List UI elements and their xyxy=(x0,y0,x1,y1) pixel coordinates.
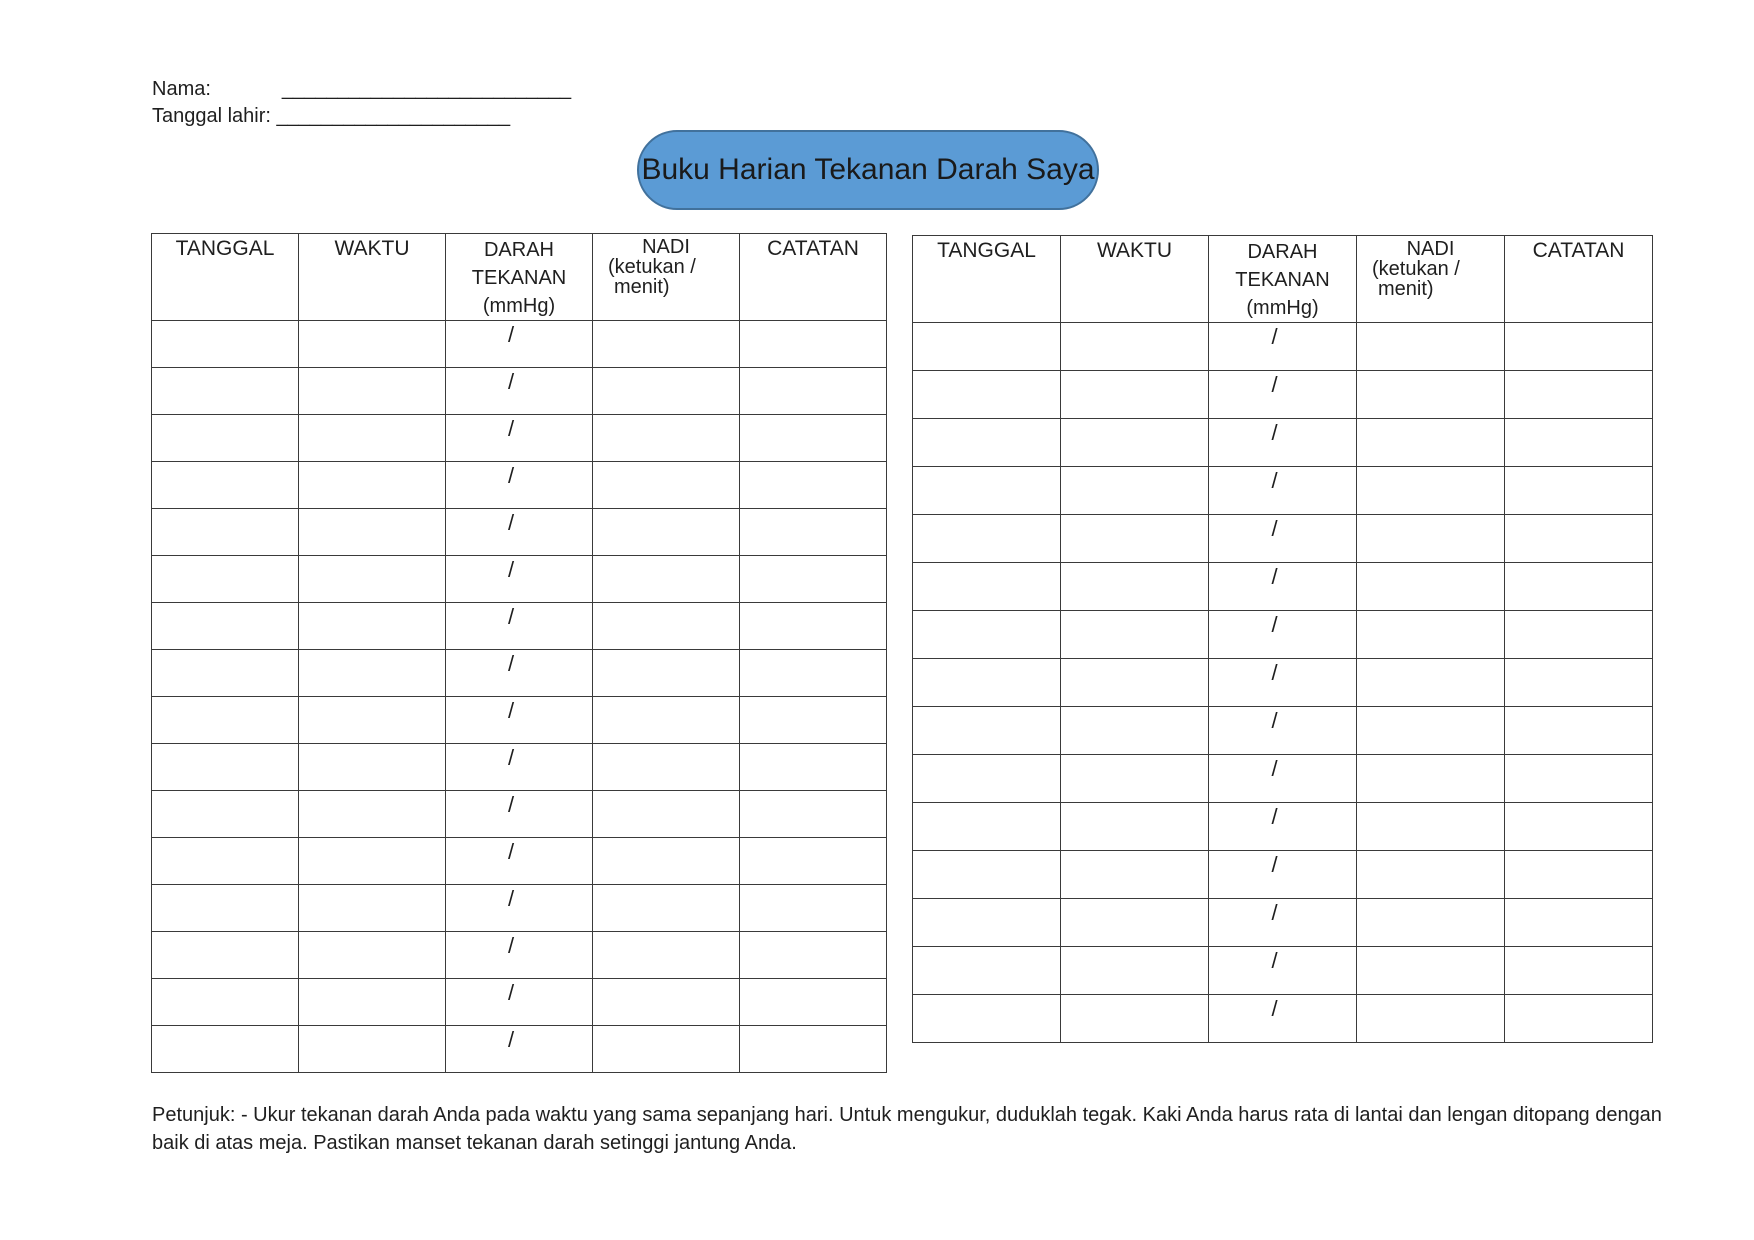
cell-tanggal[interactable] xyxy=(152,603,299,650)
cell-darah-tekanan[interactable]: / xyxy=(1209,515,1357,563)
table-row xyxy=(913,371,1653,419)
cell-waktu[interactable] xyxy=(299,744,446,791)
cell-nadi[interactable] xyxy=(1357,611,1505,659)
cell-tanggal[interactable] xyxy=(913,419,1061,467)
header-nadi-line3: menit) xyxy=(1378,278,1434,300)
cell-waktu[interactable] xyxy=(299,462,446,509)
cell-tanggal[interactable] xyxy=(913,323,1061,371)
cell-catatan[interactable] xyxy=(1505,371,1653,419)
instructions-text: Petunjuk: - Ukur tekanan darah Anda pada waktu yang sama sepanjang hari. Untuk mengukur, duduklah tegak. Kaki Anda harus rata di lantai dan lengan ditopang dengan baik di atas meja. Pastikan manset tekanan darah setinggi jantung Anda. xyxy=(152,1104,1662,1154)
cell-tanggal[interactable] xyxy=(913,611,1061,659)
cell-catatan[interactable] xyxy=(740,979,887,1026)
cell-darah-tekanan[interactable]: / xyxy=(446,321,593,368)
cell-waktu[interactable] xyxy=(299,1026,446,1073)
cell-waktu[interactable] xyxy=(299,509,446,556)
cell-catatan[interactable] xyxy=(740,368,887,415)
cell-catatan[interactable] xyxy=(740,932,887,979)
cell-darah-tekanan[interactable]: / xyxy=(1209,419,1357,467)
table-row xyxy=(913,419,1653,467)
cell-tanggal[interactable] xyxy=(152,885,299,932)
cell-catatan[interactable] xyxy=(1505,851,1653,899)
cell-nadi[interactable] xyxy=(593,1026,740,1073)
header-nadi-line1: NADI xyxy=(1406,238,1455,260)
header-waktu: WAKTU xyxy=(1061,236,1209,323)
cell-nadi[interactable] xyxy=(1357,803,1505,851)
table-row xyxy=(913,755,1653,803)
header-nadi xyxy=(593,234,740,321)
cell-tanggal[interactable] xyxy=(913,755,1061,803)
cell-darah-tekanan[interactable]: / xyxy=(446,509,593,556)
cell-nadi[interactable] xyxy=(593,791,740,838)
header-row xyxy=(913,236,1653,323)
diary-table-left xyxy=(151,233,887,1073)
cell-nadi[interactable] xyxy=(1357,323,1505,371)
cell-darah-tekanan[interactable]: / xyxy=(446,979,593,1026)
cell-catatan[interactable] xyxy=(1505,947,1653,995)
cell-waktu[interactable] xyxy=(299,650,446,697)
cell-nadi[interactable] xyxy=(593,556,740,603)
table-row xyxy=(913,899,1653,947)
cell-nadi[interactable] xyxy=(1357,851,1505,899)
cell-darah-tekanan[interactable]: / xyxy=(1209,707,1357,755)
table-row xyxy=(913,611,1653,659)
cell-tanggal[interactable] xyxy=(913,659,1061,707)
table-row xyxy=(152,462,887,509)
left-table-body xyxy=(152,321,887,1073)
cell-catatan[interactable] xyxy=(1505,563,1653,611)
cell-catatan[interactable] xyxy=(740,744,887,791)
cell-tanggal[interactable] xyxy=(152,979,299,1026)
table-row xyxy=(152,697,887,744)
name-field[interactable] xyxy=(152,78,571,101)
page-title: Buku Harian Tekanan Darah Saya xyxy=(637,130,1099,210)
cell-nadi[interactable] xyxy=(1357,659,1505,707)
cell-darah-tekanan[interactable]: / xyxy=(446,1026,593,1073)
cell-nadi[interactable] xyxy=(1357,947,1505,995)
cell-catatan[interactable] xyxy=(1505,707,1653,755)
cell-catatan[interactable] xyxy=(740,650,887,697)
cell-darah-tekanan[interactable]: / xyxy=(1209,323,1357,371)
header-darah-line3: (mmHg) xyxy=(1246,297,1319,319)
cell-nadi[interactable] xyxy=(1357,371,1505,419)
cell-nadi[interactable] xyxy=(1357,755,1505,803)
cell-waktu[interactable] xyxy=(299,321,446,368)
table-row xyxy=(152,321,887,368)
cell-waktu[interactable] xyxy=(1061,323,1209,371)
table-row xyxy=(152,791,887,838)
cell-waktu[interactable] xyxy=(299,838,446,885)
cell-catatan[interactable] xyxy=(1505,755,1653,803)
cell-darah-tekanan[interactable]: / xyxy=(1209,611,1357,659)
header-nadi xyxy=(1357,236,1505,323)
cell-catatan[interactable] xyxy=(1505,467,1653,515)
cell-darah-tekanan[interactable]: / xyxy=(1209,803,1357,851)
cell-nadi[interactable] xyxy=(1357,899,1505,947)
cell-darah-tekanan[interactable]: / xyxy=(1209,995,1357,1043)
cell-nadi[interactable] xyxy=(593,838,740,885)
cell-nadi[interactable] xyxy=(593,650,740,697)
cell-darah-tekanan[interactable]: / xyxy=(446,415,593,462)
cell-nadi[interactable] xyxy=(1357,995,1505,1043)
cell-waktu[interactable] xyxy=(1061,371,1209,419)
cell-waktu[interactable] xyxy=(1061,803,1209,851)
cell-waktu[interactable] xyxy=(299,368,446,415)
cell-nadi[interactable] xyxy=(593,979,740,1026)
cell-waktu[interactable] xyxy=(1061,899,1209,947)
cell-catatan[interactable] xyxy=(1505,515,1653,563)
cell-tanggal[interactable] xyxy=(152,1026,299,1073)
cell-darah-tekanan[interactable]: / xyxy=(1209,947,1357,995)
cell-tanggal[interactable] xyxy=(152,697,299,744)
cell-catatan[interactable] xyxy=(740,697,887,744)
header-darah-line2: TEKANAN xyxy=(471,267,567,289)
header-darah-tekanan xyxy=(446,234,593,321)
header-catatan: CATATAN xyxy=(1505,236,1653,323)
cell-darah-tekanan[interactable]: / xyxy=(446,603,593,650)
cell-tanggal[interactable] xyxy=(152,650,299,697)
cell-darah-tekanan[interactable]: / xyxy=(446,744,593,791)
table-row xyxy=(152,1026,887,1073)
table-row xyxy=(152,838,887,885)
dob-field[interactable] xyxy=(152,105,510,128)
cell-waktu[interactable] xyxy=(1061,467,1209,515)
cell-tanggal[interactable] xyxy=(913,995,1061,1043)
cell-darah-tekanan[interactable]: / xyxy=(446,791,593,838)
table-row xyxy=(152,415,887,462)
cell-tanggal[interactable] xyxy=(913,563,1061,611)
name-label: Nama: xyxy=(152,78,211,100)
table-row xyxy=(913,323,1653,371)
cell-catatan[interactable] xyxy=(740,885,887,932)
cell-darah-tekanan[interactable]: / xyxy=(446,462,593,509)
header-tanggal: TANGGAL xyxy=(913,236,1061,323)
header-darah-line2: TEKANAN xyxy=(1235,269,1330,291)
cell-waktu[interactable] xyxy=(1061,995,1209,1043)
diary-table-right xyxy=(912,235,1653,1043)
header-darah-line1: DARAH xyxy=(483,239,554,261)
cell-waktu[interactable] xyxy=(1061,611,1209,659)
cell-waktu[interactable] xyxy=(1061,707,1209,755)
cell-darah-tekanan[interactable]: / xyxy=(446,932,593,979)
cell-nadi[interactable] xyxy=(593,603,740,650)
table-row xyxy=(913,707,1653,755)
cell-tanggal[interactable] xyxy=(152,744,299,791)
cell-darah-tekanan[interactable]: / xyxy=(446,885,593,932)
cell-tanggal[interactable] xyxy=(152,556,299,603)
cell-tanggal[interactable] xyxy=(152,368,299,415)
table-row xyxy=(913,659,1653,707)
cell-catatan[interactable] xyxy=(1505,995,1653,1043)
cell-nadi[interactable] xyxy=(593,368,740,415)
header-darah-tekanan xyxy=(1209,236,1357,323)
cell-catatan[interactable] xyxy=(1505,659,1653,707)
cell-tanggal[interactable] xyxy=(913,899,1061,947)
table-row xyxy=(913,851,1653,899)
cell-waktu[interactable] xyxy=(1061,419,1209,467)
cell-darah-tekanan[interactable]: / xyxy=(1209,899,1357,947)
cell-catatan[interactable] xyxy=(1505,803,1653,851)
cell-nadi[interactable] xyxy=(593,321,740,368)
cell-catatan[interactable] xyxy=(1505,611,1653,659)
header-nadi-line2: (ketukan / xyxy=(1372,258,1460,280)
cell-catatan[interactable] xyxy=(1505,419,1653,467)
right-table-body xyxy=(913,323,1653,1043)
cell-darah-tekanan[interactable]: / xyxy=(1209,467,1357,515)
cell-catatan[interactable] xyxy=(740,1026,887,1073)
table-row xyxy=(152,744,887,791)
cell-tanggal[interactable] xyxy=(152,462,299,509)
cell-tanggal[interactable] xyxy=(152,838,299,885)
cell-darah-tekanan[interactable]: / xyxy=(1209,659,1357,707)
table-row xyxy=(152,979,887,1026)
cell-nadi[interactable] xyxy=(1357,467,1505,515)
header-nadi-line3: menit) xyxy=(614,276,670,298)
cell-catatan[interactable] xyxy=(740,509,887,556)
header-tanggal: TANGGAL xyxy=(152,234,299,321)
header-row xyxy=(152,234,887,321)
cell-darah-tekanan[interactable]: / xyxy=(446,838,593,885)
table-row xyxy=(152,368,887,415)
cell-tanggal[interactable] xyxy=(152,509,299,556)
cell-waktu[interactable] xyxy=(299,932,446,979)
header-darah-line1: DARAH xyxy=(1247,241,1318,263)
name-blank-line[interactable]: __________________________ xyxy=(281,78,572,100)
cell-darah-tekanan[interactable]: / xyxy=(1209,851,1357,899)
cell-waktu[interactable] xyxy=(299,979,446,1026)
cell-nadi[interactable] xyxy=(593,462,740,509)
cell-waktu[interactable] xyxy=(299,791,446,838)
table-row xyxy=(913,563,1653,611)
cell-waktu[interactable] xyxy=(1061,851,1209,899)
cell-nadi[interactable] xyxy=(593,932,740,979)
header-waktu: WAKTU xyxy=(299,234,446,321)
cell-waktu[interactable] xyxy=(1061,755,1209,803)
header-nadi-line1: NADI xyxy=(642,236,690,258)
cell-darah-tekanan[interactable]: / xyxy=(1209,755,1357,803)
cell-darah-tekanan[interactable]: / xyxy=(1209,563,1357,611)
cell-nadi[interactable] xyxy=(593,509,740,556)
cell-tanggal[interactable] xyxy=(913,371,1061,419)
cell-nadi[interactable] xyxy=(593,415,740,462)
header-catatan: CATATAN xyxy=(740,234,887,321)
cell-nadi[interactable] xyxy=(593,885,740,932)
cell-catatan[interactable] xyxy=(740,556,887,603)
dob-label: Tanggal lahir: xyxy=(152,105,271,127)
cell-nadi[interactable] xyxy=(1357,515,1505,563)
cell-tanggal[interactable] xyxy=(913,467,1061,515)
cell-tanggal[interactable] xyxy=(152,415,299,462)
cell-catatan[interactable] xyxy=(740,791,887,838)
cell-waktu[interactable] xyxy=(1061,947,1209,995)
table-row xyxy=(152,650,887,697)
table-row xyxy=(152,603,887,650)
cell-tanggal[interactable] xyxy=(152,321,299,368)
cell-catatan[interactable] xyxy=(1505,323,1653,371)
cell-nadi[interactable] xyxy=(1357,419,1505,467)
cell-waktu[interactable] xyxy=(1061,659,1209,707)
cell-darah-tekanan[interactable]: / xyxy=(446,368,593,415)
cell-waktu[interactable] xyxy=(299,415,446,462)
cell-nadi[interactable] xyxy=(593,744,740,791)
cell-waktu[interactable] xyxy=(1061,563,1209,611)
cell-nadi[interactable] xyxy=(593,697,740,744)
table-row xyxy=(152,932,887,979)
cell-waktu[interactable] xyxy=(1061,515,1209,563)
cell-tanggal[interactable] xyxy=(913,851,1061,899)
cell-nadi[interactable] xyxy=(1357,707,1505,755)
cell-tanggal[interactable] xyxy=(913,515,1061,563)
header-nadi-line2: (ketukan / xyxy=(608,256,696,278)
cell-waktu[interactable] xyxy=(299,885,446,932)
cell-catatan[interactable] xyxy=(740,321,887,368)
cell-catatan[interactable] xyxy=(1505,899,1653,947)
cell-catatan[interactable] xyxy=(740,462,887,509)
cell-tanggal[interactable] xyxy=(913,947,1061,995)
table-row xyxy=(152,885,887,932)
cell-catatan[interactable] xyxy=(740,603,887,650)
table-row xyxy=(913,467,1653,515)
cell-tanggal[interactable] xyxy=(913,707,1061,755)
cell-waktu[interactable] xyxy=(299,603,446,650)
cell-tanggal[interactable] xyxy=(152,791,299,838)
table-row xyxy=(913,947,1653,995)
cell-waktu[interactable] xyxy=(299,556,446,603)
cell-tanggal[interactable] xyxy=(913,803,1061,851)
cell-nadi[interactable] xyxy=(1357,563,1505,611)
cell-darah-tekanan[interactable]: / xyxy=(446,697,593,744)
cell-catatan[interactable] xyxy=(740,415,887,462)
cell-darah-tekanan[interactable]: / xyxy=(446,650,593,697)
cell-darah-tekanan[interactable]: / xyxy=(1209,371,1357,419)
table-row xyxy=(913,995,1653,1043)
cell-catatan[interactable] xyxy=(740,838,887,885)
dob-blank-line[interactable]: _____________________ xyxy=(276,105,511,127)
table-row xyxy=(913,515,1653,563)
cell-waktu[interactable] xyxy=(299,697,446,744)
table-row xyxy=(152,509,887,556)
table-row xyxy=(152,556,887,603)
cell-darah-tekanan[interactable]: / xyxy=(446,556,593,603)
header-darah-line3: (mmHg) xyxy=(482,295,556,317)
cell-tanggal[interactable] xyxy=(152,932,299,979)
table-row xyxy=(913,803,1653,851)
